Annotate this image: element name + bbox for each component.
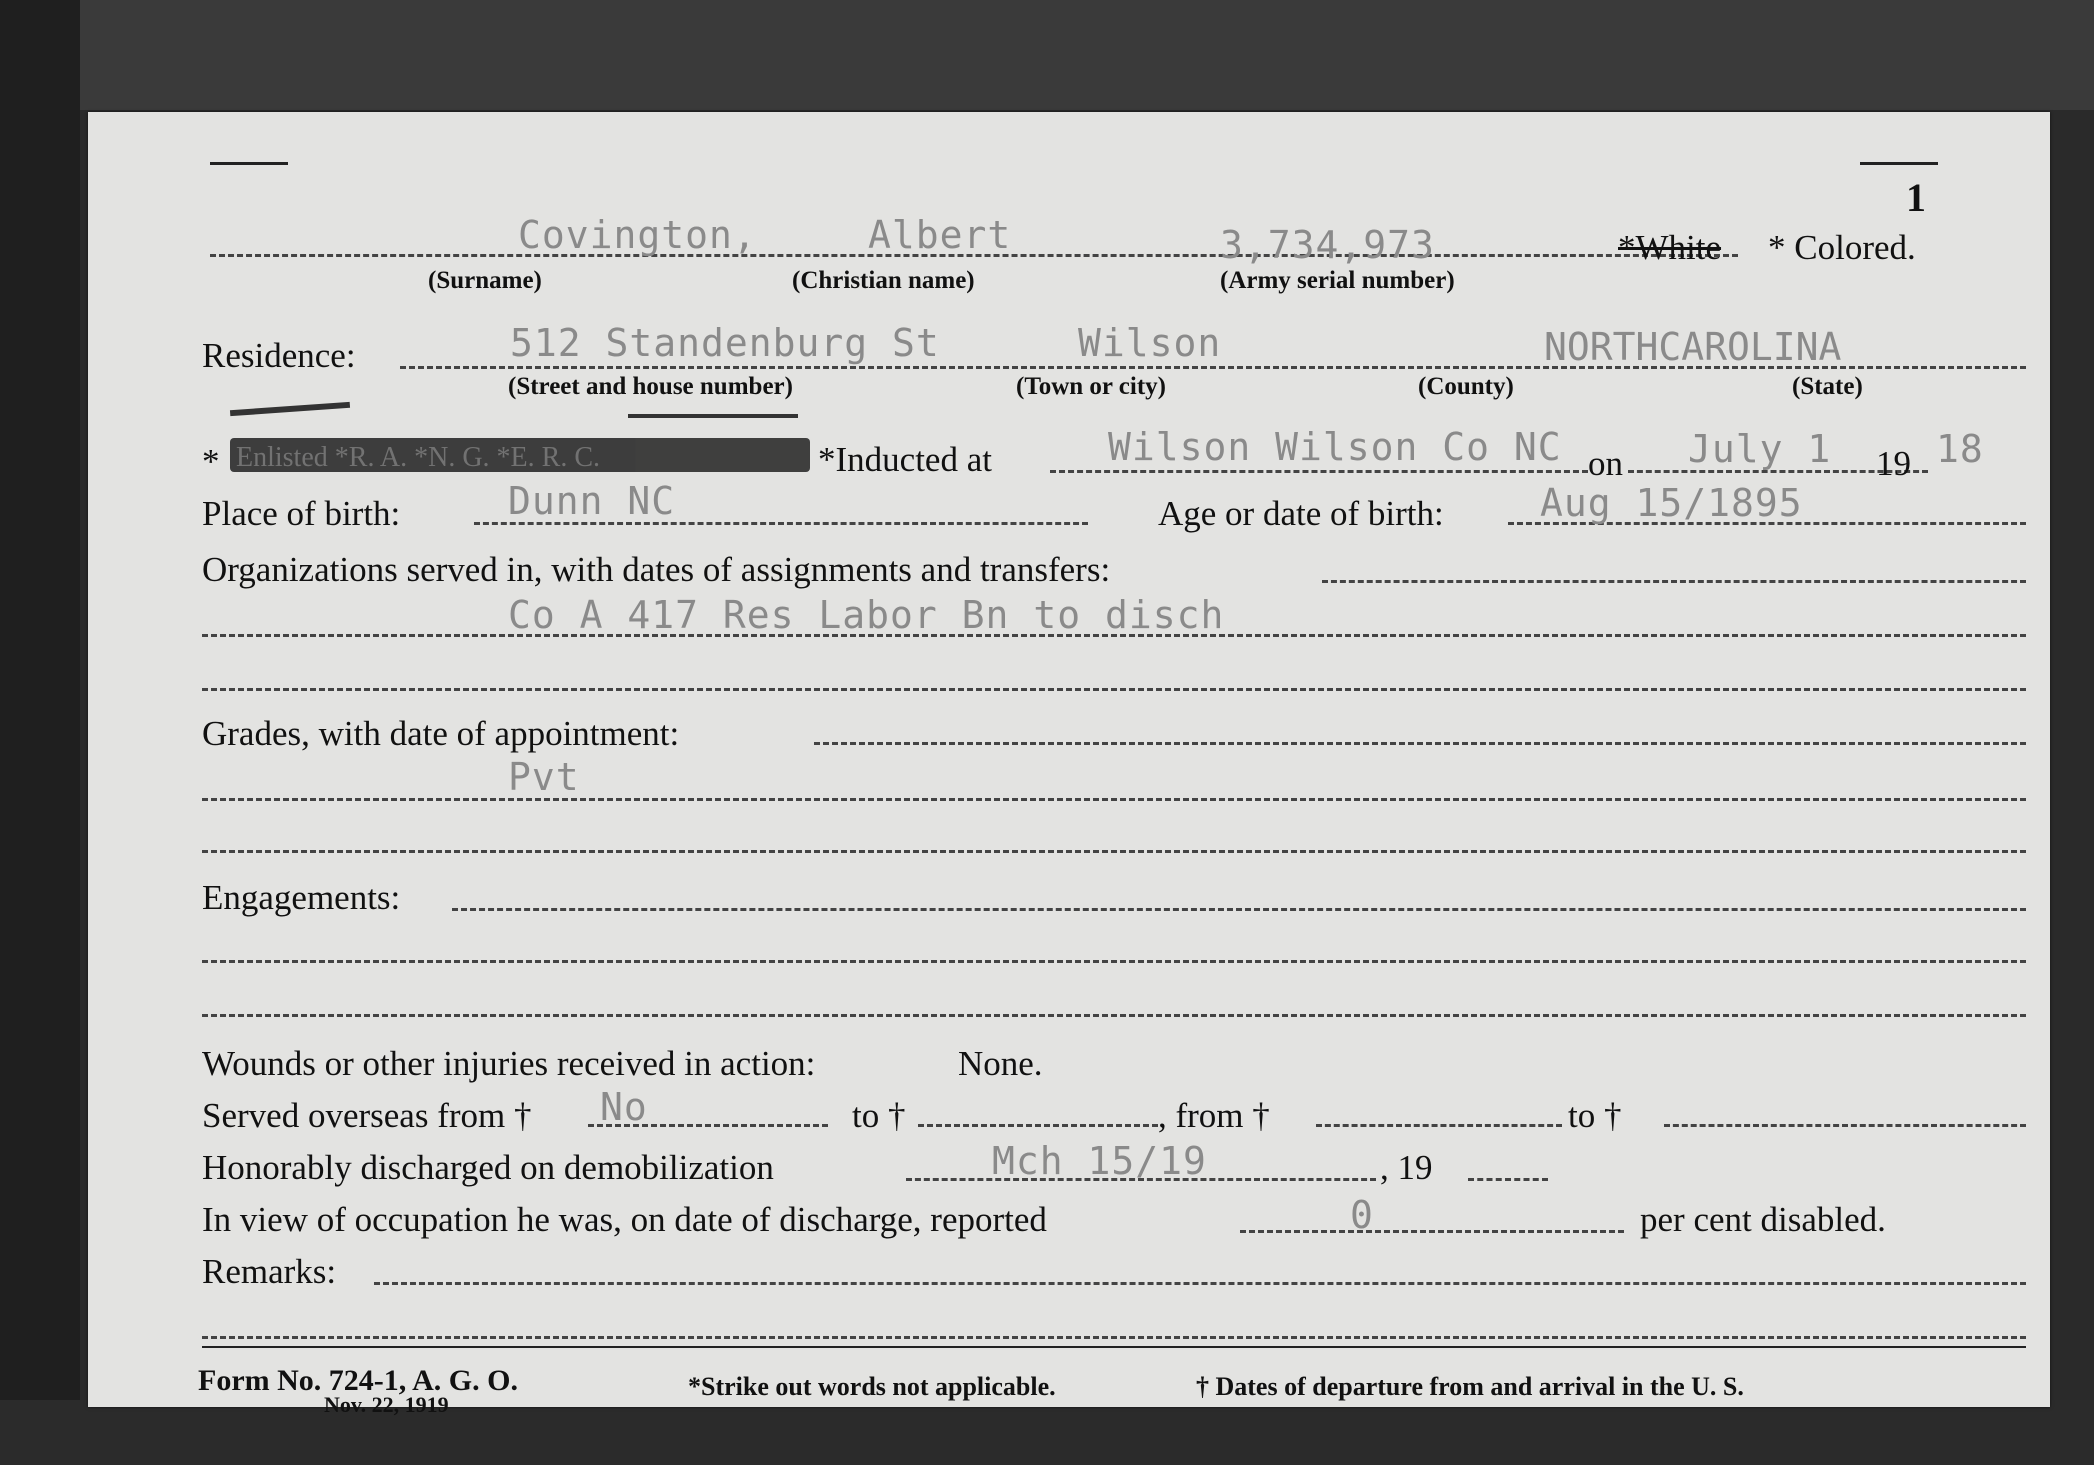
service-record-card — [88, 112, 2050, 1417]
form-date: Nov. 22, 1919 — [324, 1392, 449, 1417]
grades-line-3 — [202, 850, 2026, 853]
street-caption: (Street and house number) — [508, 373, 793, 400]
discharge-label: Honorably discharged on demobilization — [202, 1148, 774, 1187]
christian-name-caption: (Christian name) — [792, 267, 975, 294]
place-of-birth-value: Dunn NC — [508, 479, 676, 523]
county-caption: (County) — [1418, 373, 1514, 400]
scan-background-bottom — [0, 1400, 2094, 1465]
remarks-label: Remarks: — [202, 1252, 337, 1291]
discharge-date-value: Mch 15/19 — [992, 1139, 1207, 1183]
grades-label: Grades, with date of appointment: — [202, 714, 680, 753]
scan-background-left — [0, 0, 80, 1465]
disability-value: 0 — [1350, 1193, 1374, 1237]
organizations-label: Organizations served in, with dates of assignments and transfers: — [202, 550, 1111, 589]
surname-caption: (Surname) — [428, 267, 542, 294]
disability-label: In view of occupation he was, on date of discharge, reported — [202, 1200, 1047, 1239]
on-label: on — [1588, 444, 1623, 483]
strike-mark-2 — [628, 414, 798, 418]
wounds-label: Wounds or other injuries received in action: — [202, 1044, 816, 1083]
residence-label: Residence: — [202, 336, 356, 375]
overseas-from-value: No — [600, 1085, 648, 1129]
top-right-rule — [1860, 162, 1938, 165]
overseas-to2-label: to † — [1568, 1096, 1622, 1135]
residence-state-value: NORTHCAROLINA — [1544, 325, 1842, 369]
organizations-line-1 — [1322, 580, 2026, 583]
card-number: 1 — [1906, 175, 1926, 220]
remarks-line-2 — [202, 1336, 2026, 1339]
inducted-year-prefix: 19 — [1876, 444, 1911, 483]
struck-enlisted-text: Enlisted *R. A. *N. G. *E. R. C. — [236, 442, 601, 473]
engagements-label: Engagements: — [202, 878, 401, 917]
wounds-value: None. — [958, 1044, 1043, 1083]
colored-label: * Colored. — [1768, 228, 1916, 267]
disability-suffix: per cent disabled. — [1640, 1200, 1886, 1239]
remarks-line-1 — [374, 1282, 2026, 1285]
serial-number-value: 3,734,973 — [1220, 223, 1435, 267]
overseas-from-label: Served overseas from † — [202, 1096, 532, 1135]
organizations-line-3 — [202, 688, 2026, 691]
state-caption: (State) — [1792, 373, 1863, 400]
grades-value: Pvt — [508, 755, 580, 799]
residence-street-value: 512 Standenburg St — [510, 321, 940, 365]
engagements-line-1 — [452, 908, 2026, 911]
discharge-year-line — [1468, 1178, 1548, 1181]
discharge-year-prefix: , 19 — [1380, 1148, 1433, 1187]
form-number: Form No. 724-1, A. G. O. — [198, 1364, 518, 1397]
place-of-birth-label: Place of birth: — [202, 494, 401, 533]
age-label: Age or date of birth: — [1158, 494, 1444, 533]
inducted-year-value: 18 — [1936, 427, 1984, 471]
town-caption: (Town or city) — [1016, 373, 1166, 400]
residence-town-value: Wilson — [1078, 321, 1222, 365]
disability-line — [1240, 1230, 1624, 1233]
overseas-to2-line — [1664, 1124, 2026, 1127]
overseas-to-label: to † — [852, 1096, 906, 1135]
overseas-to-line — [918, 1124, 1158, 1127]
surname-value: Covington, — [518, 213, 757, 257]
white-label: *White — [1618, 228, 1722, 267]
footer-rule — [202, 1346, 2026, 1348]
engagements-line-2 — [202, 960, 2026, 963]
engagements-line-3 — [202, 1014, 2026, 1017]
strike-mark-1 — [230, 402, 350, 416]
inducted-place-value: Wilson Wilson Co NC — [1108, 425, 1562, 469]
organizations-value: Co A 417 Res Labor Bn to disch — [508, 593, 1225, 637]
christian-name-value: Albert — [868, 213, 1012, 257]
serial-number-caption: (Army serial number) — [1220, 267, 1455, 294]
top-left-rule — [210, 162, 288, 165]
inducted-date-value: July 1 — [1688, 427, 1832, 471]
dates-note: † Dates of departure from and arrival in the U. S. — [1196, 1372, 1744, 1401]
grades-line-1 — [814, 742, 2026, 745]
inducted-at-label: *Inducted at — [818, 440, 992, 479]
strike-out-note: *Strike out words not applicable. — [688, 1372, 1056, 1401]
induction-star: * — [202, 442, 220, 481]
overseas-from2-label: , from † — [1158, 1096, 1270, 1135]
struck-enlisted-options — [230, 438, 810, 472]
scan-background-top — [0, 0, 2094, 110]
inducted-at-line — [1050, 470, 1588, 473]
grades-line-2 — [202, 798, 2026, 801]
overseas-from2-line — [1316, 1124, 1562, 1127]
birth-date-value: Aug 15/1895 — [1540, 481, 1803, 525]
